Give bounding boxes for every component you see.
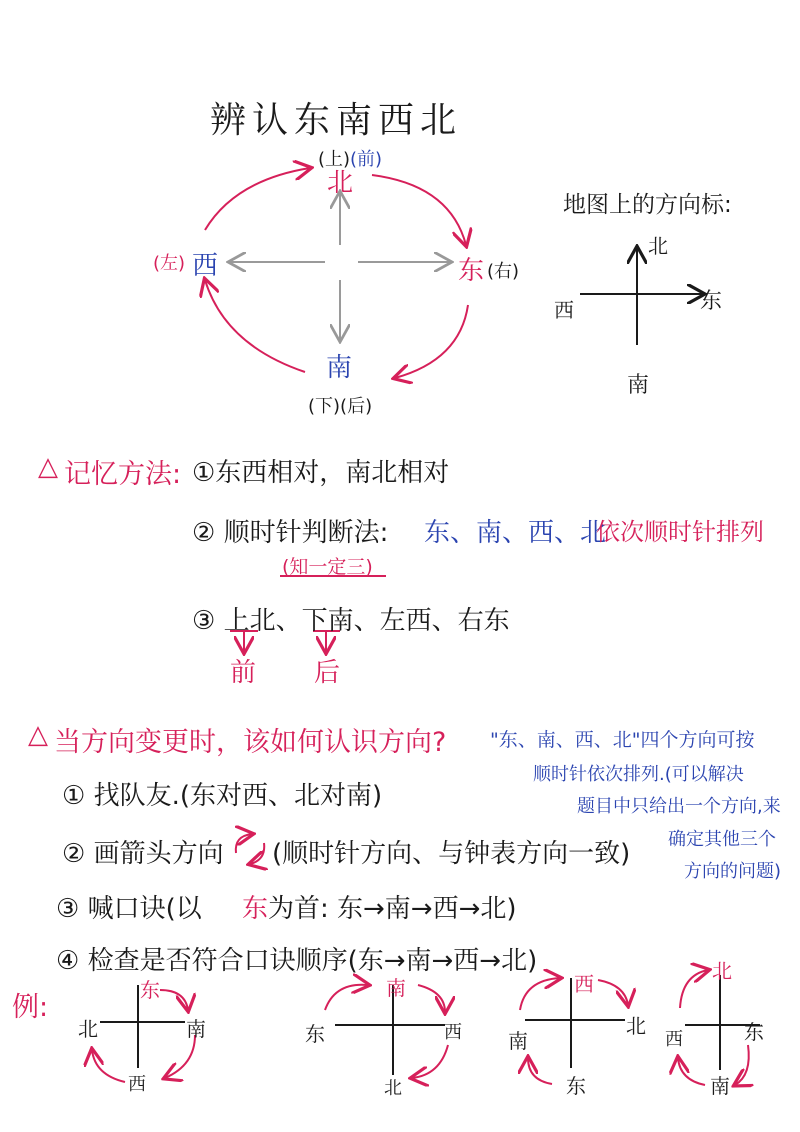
compass-south: 南 bbox=[326, 353, 353, 383]
page-title: 辨认东南西北 bbox=[210, 100, 463, 141]
memory-item-2-suffix: 依次顺时针排列 bbox=[596, 518, 764, 546]
south-paren: (下)(后) bbox=[308, 396, 373, 417]
memory-back: 后 bbox=[314, 658, 341, 688]
compass-north: 北 bbox=[327, 168, 354, 198]
example-1-left: 北 bbox=[78, 1017, 98, 1041]
example-1-bottom: 西 bbox=[128, 1074, 146, 1095]
example-3-right: 北 bbox=[626, 1014, 646, 1038]
example-3-left: 南 bbox=[508, 1029, 528, 1053]
example-4-arrows bbox=[678, 970, 749, 1085]
side-note-line-5: 方向的问题) bbox=[684, 861, 782, 882]
change-step-1: ① 找队友.(东对西、北对南) bbox=[62, 781, 383, 811]
map-direction-sign bbox=[580, 248, 703, 345]
example-4-top: 北 bbox=[712, 959, 732, 983]
change-step-3-suffix: 为首: 东→南→西→北) bbox=[268, 894, 517, 924]
example-label: 例: bbox=[12, 992, 49, 1023]
compass-west: 西 bbox=[192, 251, 219, 281]
example-1-arrows bbox=[92, 990, 195, 1082]
change-step-4: ④ 检查是否符合口诀顺序(东→南→西→北) bbox=[56, 946, 538, 976]
map-sign-east: 东 bbox=[700, 289, 723, 314]
example-4-left: 西 bbox=[665, 1029, 683, 1050]
map-sign-south: 南 bbox=[627, 373, 650, 398]
memory-item-3: ③ 上北、下南、左西、右东 bbox=[192, 606, 510, 636]
map-sign-label: 地图上的方向标: bbox=[563, 192, 732, 218]
change-heading: 当方向变更时，该如何认识方向? bbox=[54, 727, 447, 758]
example-2-bottom: 北 bbox=[384, 1078, 402, 1099]
example-2-right: 西 bbox=[444, 1022, 462, 1043]
west-paren-left: (左) bbox=[153, 253, 186, 274]
north-paren-front: (前) bbox=[350, 149, 383, 170]
side-note-line-4: 确定其他三个 bbox=[668, 829, 776, 850]
example-3-bottom: 东 bbox=[566, 1074, 586, 1098]
triangle-icon-2: △ bbox=[28, 720, 48, 750]
north-paren-up: (上) bbox=[318, 149, 351, 170]
memory-item-2-prefix: ② 顺时针判断法: bbox=[192, 518, 389, 548]
example-2-top: 南 bbox=[386, 976, 406, 1000]
side-note-line-3: 题目中只给出一个方向,来 bbox=[577, 796, 781, 817]
map-sign-north: 北 bbox=[648, 234, 668, 258]
map-sign-west: 西 bbox=[554, 298, 574, 322]
memory-heading: 记忆方法: bbox=[64, 459, 182, 490]
side-note-line-2: 顺时针依次排列.(可以解决 bbox=[533, 764, 744, 785]
compass-east: 东 bbox=[458, 256, 485, 286]
memory-item-2-dirs: 东、南、西、北 bbox=[424, 518, 607, 548]
example-3-top: 西 bbox=[574, 972, 594, 996]
change-step-2-suffix: (顺时针方向、与钟表方向一致) bbox=[272, 839, 631, 869]
memory-item-2-note: (知一定三) bbox=[282, 556, 373, 578]
change-step-3-east: 东 bbox=[242, 894, 269, 924]
memory-front: 前 bbox=[230, 658, 257, 688]
triangle-icon: △ bbox=[38, 452, 58, 482]
example-4-right: 东 bbox=[744, 1020, 764, 1044]
side-note-line-1: "东、南、西、北"四个方向可按 bbox=[490, 729, 755, 751]
change-step-2: ② 画箭头方向 bbox=[62, 839, 224, 869]
change-step-3-prefix: ③ 喊口诀(以 bbox=[56, 894, 202, 924]
clockwise-mini-icon bbox=[236, 834, 264, 864]
example-2-left: 东 bbox=[305, 1022, 325, 1046]
memory-item-1: ①东西相对，南北相对 bbox=[192, 458, 450, 488]
example-1-top: 东 bbox=[140, 978, 160, 1002]
example-4-bottom: 南 bbox=[710, 1074, 730, 1098]
example-1-right: 南 bbox=[186, 1017, 206, 1041]
east-paren-right: (右) bbox=[487, 261, 520, 282]
compass-gray-arrows bbox=[230, 193, 450, 340]
